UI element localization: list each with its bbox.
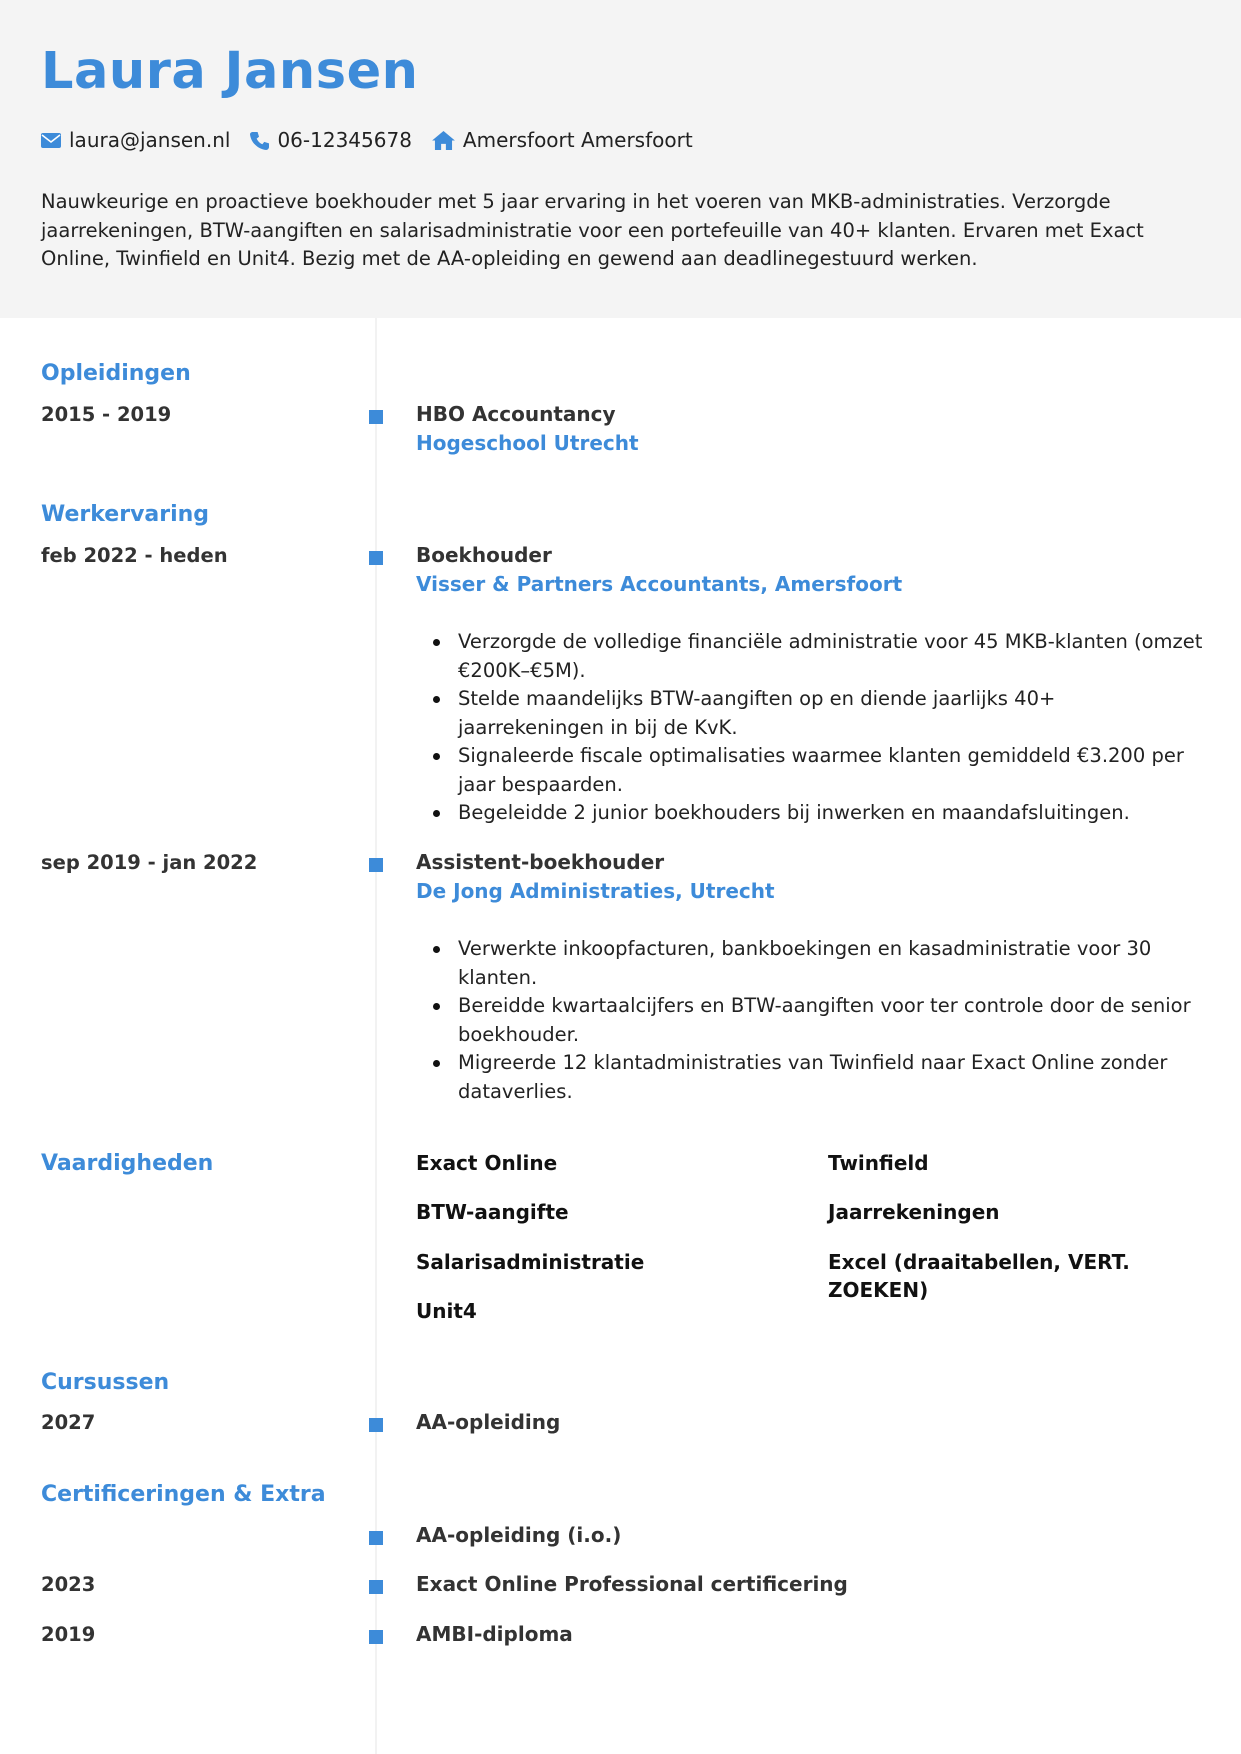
timeline-marker [369,1580,383,1594]
experience-company: De Jong Administraties, Utrecht [416,879,775,903]
skill-item: Salarisadministratie [416,1250,645,1274]
timeline-marker [369,551,383,565]
timeline-marker [369,410,383,424]
candidate-name: Laura Jansen [41,42,419,101]
section-title-education: Opleidingen [41,361,191,386]
timeline-marker [369,1418,383,1432]
education-school: Hogeschool Utrecht [416,431,639,455]
skill-item: Jaarrekeningen [828,1200,1000,1224]
email-text: laura@jansen.nl [69,128,231,152]
profile-summary: Nauwkeurige en proactieve boekhouder met 5 jaar ervaring in het voeren van MKB-administraties. Verzorgde jaarrekeningen, BTW-aangiften en salarisadministratie voor een portefeuille van 40+ klanten. Ervaren met Exact Online, Twinfield en Unit4. Bezig met de AA-opleiding en gewend aan deadlinegestuurd werken. [41,190,1144,270]
section-title-skills: Vaardigheden [41,1151,214,1176]
skill-item: BTW-aangifte [416,1200,569,1224]
skill-item: Twinfield [828,1151,929,1175]
list-item: Begeleidde 2 junior boekhouders bij inwerken en maandafsluitingen. [416,799,1206,828]
skill-item: Exact Online [416,1151,558,1175]
certification-title: Exact Online Professional certificering [416,1572,848,1596]
certification-title: AMBI-diploma [416,1622,573,1646]
certification-date: 2019 [41,1623,96,1646]
contact-location [432,128,693,152]
education-degree: HBO Accountancy [416,402,616,426]
skill-item: Excel (draaitabellen, VERT. ZOEKEN) [828,1250,1130,1302]
list-item: Verwerkte inkoopfacturen, bankboekingen en kasadministratie voor 30 klanten. [416,935,1206,992]
experience-bullet-list [416,935,1206,1106]
list-item: Stelde maandelijks BTW-aangiften op en diende jaarlijks 40+ jaarrekeningen in bij de KvK. [416,685,1206,742]
timeline-marker [369,858,383,872]
phone-text: 06-12345678 [277,128,412,152]
skill-item: Unit4 [416,1299,477,1323]
course-date: 2027 [41,1411,96,1434]
timeline-marker [369,1531,383,1545]
certification-date: 2023 [41,1573,96,1596]
list-item: Verzorgde de volledige financiële administratie voor 45 MKB-klanten (omzet €200K–€5M). [416,628,1206,685]
experience-date: feb 2022 - heden [41,544,228,567]
experience-role: Assistent-boekhouder [416,850,665,874]
list-item: Signaleerde fiscale optimalisaties waarmee klanten gemiddeld €3.200 per jaar bespaarden. [416,742,1206,799]
contact-info [41,128,713,152]
experience-date: sep 2019 - jan 2022 [41,851,258,874]
experience-role: Boekhouder [416,543,552,567]
location-text: Amersfoort Amersfoort [462,128,693,152]
experience-company: Visser & Partners Accountants, Amersfoort [416,572,903,596]
timeline-marker [369,1630,383,1644]
education-date: 2015 - 2019 [41,403,172,426]
home-icon [432,131,455,150]
list-item: Migreerde 12 klantadministraties van Twinfield naar Exact Online zonder dataverlies. [416,1049,1206,1106]
course-title: AA-opleiding [416,1410,561,1434]
envelope-icon [41,133,61,148]
experience-bullet-list [416,628,1206,828]
phone-icon [250,131,269,150]
certification-title: AA-opleiding (i.o.) [416,1523,622,1547]
list-item: Bereidde kwartaalcijfers en BTW-aangiften voor ter controle door de senior boekhouder. [416,992,1206,1049]
header [0,0,1241,318]
contact-email[interactable] [41,128,230,152]
section-title-experience: Werkervaring [41,502,210,527]
section-title-certifications: Certificeringen & Extra [41,1482,326,1507]
contact-phone[interactable] [250,128,411,152]
section-title-courses: Cursussen [41,1370,170,1395]
